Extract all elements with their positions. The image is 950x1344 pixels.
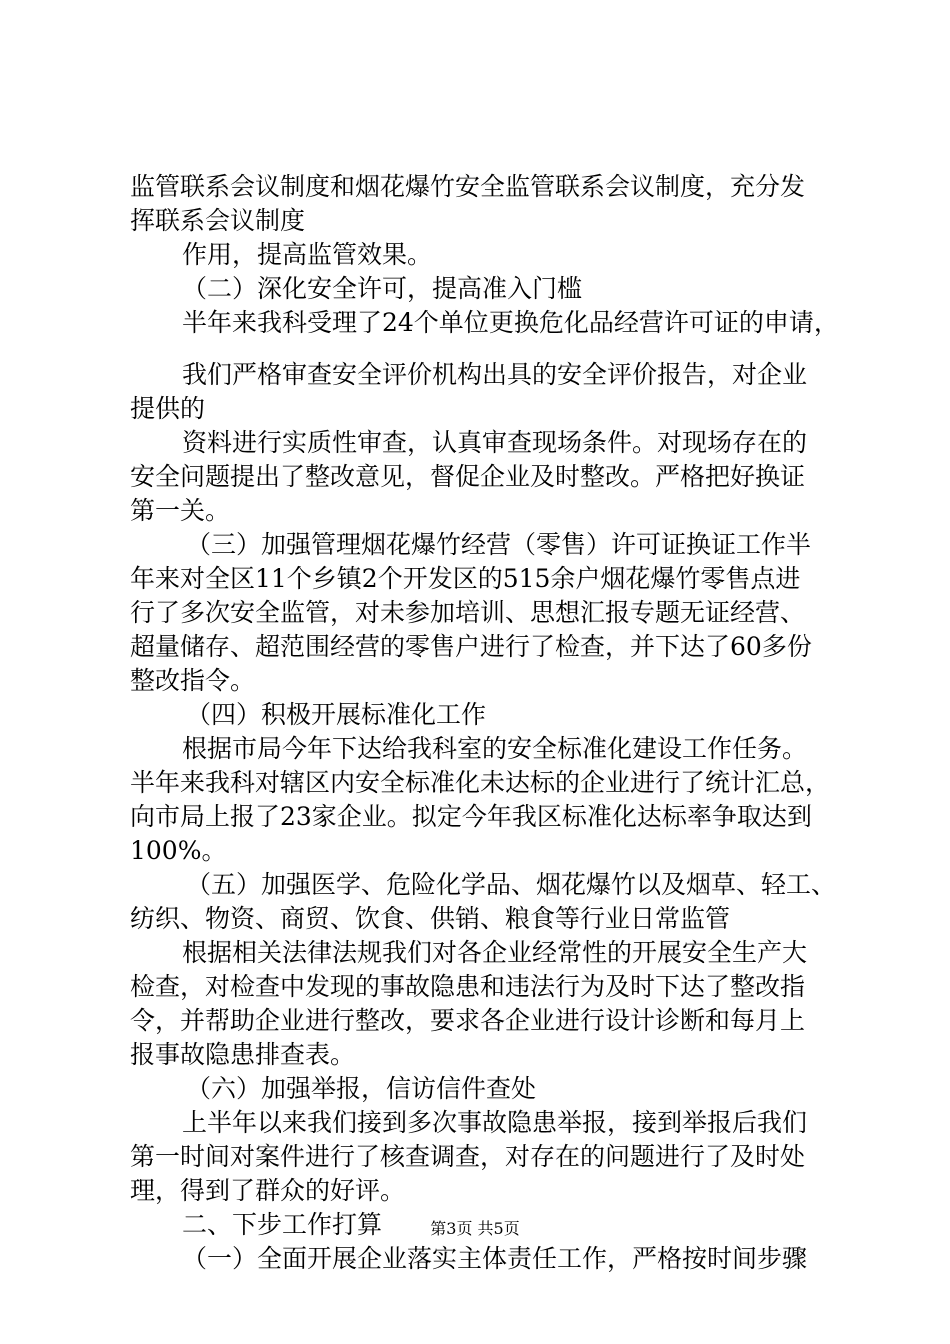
- page-footer: 第3页 共5页: [430, 1219, 520, 1238]
- text-line: 资料进行实质性审查，认真审查现场条件。对现场存在的: [182, 428, 808, 457]
- text-line: 纺织、物资、商贸、饮食、供销、粮食等行业日常监管: [130, 904, 731, 933]
- section-heading: （四）积极开展标准化工作: [186, 700, 487, 729]
- text-line: 理，得到了群众的好评。: [130, 1176, 406, 1205]
- text-line: 报事故隐患排查表。: [130, 1040, 356, 1069]
- text-line: 挥联系会议制度: [130, 206, 306, 235]
- text-line: 向市局上报了23家企业。拟定今年我区标准化达标率争取达到: [130, 802, 812, 831]
- text-line: 提供的: [130, 394, 206, 423]
- text-line: 安全问题提出了整改意见，督促企业及时整改。严格把好换证: [130, 462, 806, 491]
- text-line: 半年来我科对辖区内安全标准化未达标的企业进行了统计汇总，: [130, 768, 831, 797]
- blank-line: [130, 340, 835, 358]
- section-heading: （五）加强医学、危险化学品、烟花爆竹以及烟草、轻工、: [186, 870, 837, 899]
- text-line: 监管联系会议制度和烟花爆竹安全监管联系会议制度，充分发: [130, 172, 806, 201]
- section-heading: （一）全面开展企业落实主体责任工作，严格按时间步骤: [182, 1244, 808, 1273]
- text-line: 第一时间对案件进行了核查调查，对存在的问题进行了及时处: [130, 1142, 806, 1171]
- section-heading: （三）加强管理烟花爆竹经营（零售）许可证换证工作半: [186, 530, 812, 559]
- text-line: 根据市局今年下达给我科室的安全标准化建设工作任务。: [182, 734, 808, 763]
- text-line: 100%。: [130, 836, 227, 865]
- text-line: 检查，对检查中发现的事故隐患和违法行为及时下达了整改指: [130, 972, 806, 1001]
- section-heading: 二、下步工作打算: [182, 1210, 383, 1239]
- text-line: 第一关。: [130, 496, 231, 525]
- text-line: 根据相关法律法规我们对各企业经常性的开展安全生产大: [182, 938, 808, 967]
- text-line: 作用，提高监管效果。: [182, 240, 433, 269]
- text-line: 行了多次安全监管，对未参加培训、思想汇报专题无证经营、: [130, 598, 806, 627]
- text-line: 上半年以来我们接到多次事故隐患举报，接到举报后我们: [182, 1108, 808, 1137]
- section-heading: （六）加强举报，信访信件查处: [186, 1074, 537, 1103]
- text-line: 半年来我科受理了24个单位更换危化品经营许可证的申请，: [182, 308, 839, 337]
- text-line: 年来对全区11个乡镇2个开发区的515余户烟花爆竹零售点进: [130, 564, 801, 593]
- document-body: [130, 170, 839, 1276]
- text-line: 超量储存、超范围经营的零售户进行了检查，并下达了60多份: [130, 632, 812, 661]
- text-line: 整改指令。: [130, 666, 256, 695]
- section-heading: （二）深化安全许可，提高准入门槛: [182, 274, 583, 303]
- text-line: 我们严格审查安全评价机构出具的安全评价报告，对企业: [182, 360, 808, 389]
- text-line: 令，并帮助企业进行整改，要求各企业进行设计诊断和每月上: [130, 1006, 806, 1035]
